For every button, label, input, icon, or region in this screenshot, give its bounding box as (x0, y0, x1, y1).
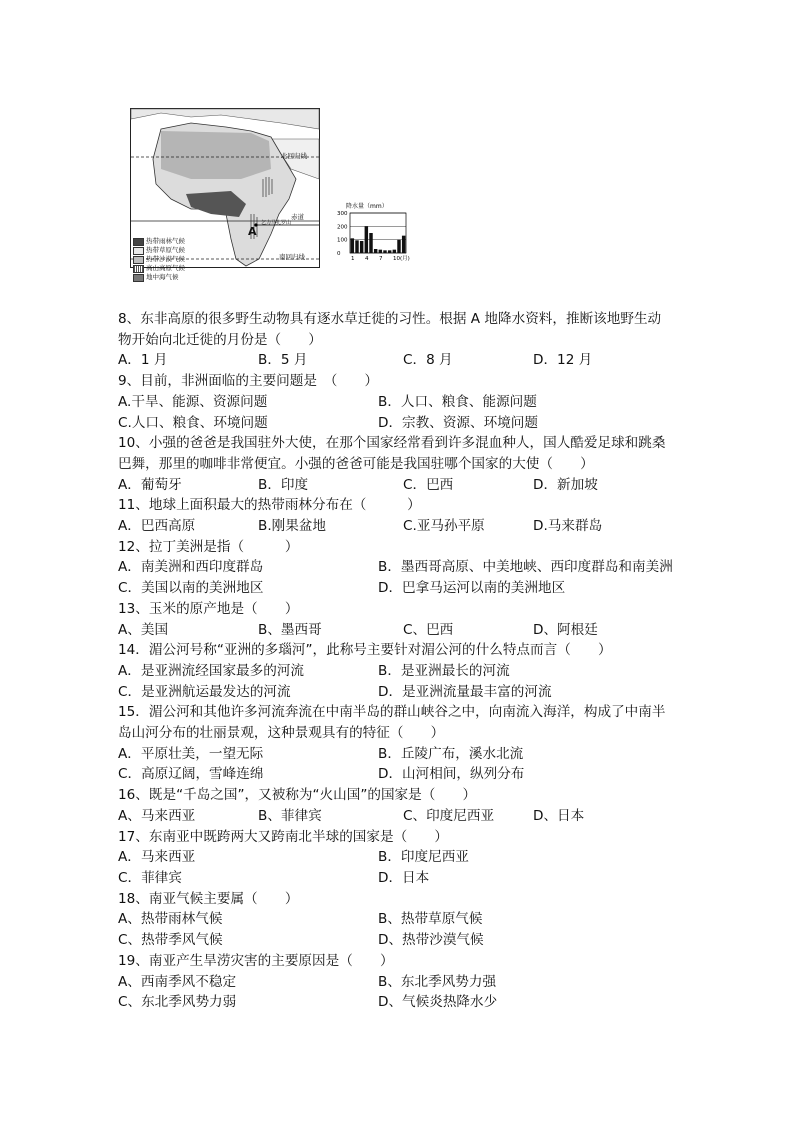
question-stem: 11、地球上面积最大的热带雨林分布在（ ） (118, 497, 421, 514)
answer-option[interactable]: B．人口、粮食、能源问题 (378, 393, 537, 410)
question-q15 (118, 702, 688, 785)
question-q11 (118, 495, 688, 536)
europe-landmass (131, 109, 319, 129)
answer-option[interactable]: B、东北季风势力强 (378, 973, 497, 990)
answer-option[interactable]: A、西南季风不稳定 (118, 973, 237, 990)
x-tick-label: 4 (365, 256, 369, 262)
answer-option[interactable]: C、东北季风势力弱 (118, 994, 237, 1011)
y-tick-label: 100 (337, 237, 348, 244)
legend-item: 地中海气候 (133, 273, 185, 282)
answer-option[interactable]: C、巴西 (403, 621, 454, 638)
legend-swatch (133, 265, 144, 273)
answer-option[interactable]: A．巴西高原 (118, 518, 196, 535)
answer-option[interactable]: B、热带草原气候 (378, 911, 483, 928)
answer-option[interactable]: A．平原壮美，一望无际 (118, 745, 264, 762)
question-stem: 9、目前，非洲面临的主要问题是 （ ） (118, 373, 379, 390)
answer-option[interactable]: A、热带雨林气候 (118, 911, 223, 928)
question-stem: 8、东非高原的很多野生动物具有逐水草迁徙的习性。根据 A 地降水资料，推断该地野生动 (118, 311, 662, 327)
option-row (118, 578, 688, 599)
map-legend (133, 237, 185, 282)
question-q12 (118, 537, 688, 599)
answer-option[interactable]: D．巴拿马运河以南的美洲地区 (378, 580, 566, 597)
question-q8 (118, 309, 688, 371)
question-stem: 巴舞，那里的咖啡非常便宜。小强的爸爸可能是我国驻哪个国家的大使（ ） (118, 455, 594, 472)
legend-swatch (133, 247, 144, 255)
option-row (118, 516, 688, 537)
question-stem: 15．湄公河和其他许多河流奔流在中南半岛的群山峡谷之中，向南流入海洋，构成了中南半 (118, 704, 666, 721)
option-row (118, 557, 688, 578)
precipitation-svg (336, 203, 416, 265)
mountain-label: 乞力马扎罗山 (261, 220, 292, 226)
answer-option[interactable]: A、美国 (118, 621, 169, 638)
answer-option[interactable]: A、马来西亚 (118, 807, 196, 824)
answer-option[interactable]: C．美国以南的美洲地区 (118, 580, 264, 597)
desert-zone (161, 131, 271, 179)
option-row (118, 806, 688, 827)
answer-option[interactable]: B．印度 (258, 476, 309, 493)
y-tick-label: 300 (337, 211, 348, 217)
answer-option[interactable]: C．菲律宾 (118, 869, 182, 886)
answer-option[interactable]: A.干旱、能源、资源问题 (118, 393, 268, 410)
legend-item: 热带沙漠气候 (133, 255, 185, 264)
precip-bar-month-8 (383, 250, 386, 253)
answer-option[interactable]: A．马来西亚 (118, 849, 196, 866)
africa-climate-map (130, 108, 320, 281)
answer-option[interactable]: D．新加坡 (533, 476, 598, 493)
option-row (118, 620, 688, 641)
answer-option[interactable]: B、菲律宾 (258, 807, 322, 824)
precip-bar-month-10 (393, 250, 396, 253)
option-row (118, 661, 688, 682)
legend-item: 高山高原气候 (133, 264, 185, 273)
answer-option[interactable]: D．12 月 (533, 352, 593, 369)
answer-option[interactable]: B.刚果盆地 (258, 518, 327, 535)
precip-bar-month-6 (374, 249, 377, 253)
question-stem: 18、南亚气候主要属（ ） (118, 890, 299, 907)
answer-option[interactable]: B．5 月 (258, 352, 308, 369)
answer-option[interactable]: B．印度尼西亚 (378, 849, 469, 866)
answer-option[interactable]: C．8 月 (403, 352, 453, 369)
x-tick-label: 7 (379, 256, 383, 262)
chart-title: 降水量（mm） (346, 203, 388, 210)
answer-option[interactable]: C．高原辽阔，雪峰连绵 (118, 766, 264, 783)
question-q16 (118, 785, 688, 826)
tropic-south-label: 南回归线 (279, 253, 305, 261)
precip-bar-month-11 (397, 240, 400, 253)
option-row (118, 764, 688, 785)
tropic-north-label: 北回归线 (281, 152, 307, 160)
question-q19 (118, 951, 688, 1013)
precip-bar-month-3 (360, 241, 363, 253)
x-axis-unit: (月) (400, 256, 410, 262)
option-row (118, 868, 688, 889)
question-stem: 19、南亚产生旱涝灾害的主要原因是（ ） (118, 952, 394, 969)
option-row (118, 930, 688, 951)
x-ticks (351, 254, 410, 262)
question-stem: 物开始向北迁徙的月份是（ ） (118, 331, 322, 348)
answer-option[interactable]: A．葡萄牙 (118, 476, 182, 493)
precip-bar-month-9 (388, 250, 391, 253)
answer-option[interactable]: B．是亚洲最长的河流 (378, 662, 510, 679)
option-row (118, 350, 688, 371)
option-row (118, 909, 688, 930)
answer-option[interactable]: B、墨西哥 (258, 621, 322, 638)
option-row (118, 682, 688, 703)
legend-swatch (133, 256, 144, 264)
answer-option[interactable]: D．是亚洲流量最丰富的河流 (378, 683, 552, 700)
question-stem: 17、东南亚中既跨两大又跨南北半球的国家是（ ） (118, 828, 448, 845)
precipitation-chart (336, 203, 416, 265)
question-stem: 14．湄公河号称“亚洲的多瑙河”，此称号主要针对湄公河的什么特点而言（ ） (118, 642, 612, 659)
question-q14 (118, 640, 688, 702)
answer-option[interactable]: D、阿根廷 (533, 621, 598, 638)
question-stem: 13、玉米的原产地是（ ） (118, 600, 299, 617)
option-row (118, 972, 688, 993)
answer-option[interactable]: C．巴西 (403, 476, 454, 493)
answer-option[interactable]: C.人口、粮食、环境问题 (118, 414, 268, 431)
answer-option[interactable]: A．1 月 (118, 352, 168, 369)
y-tick-label: 200 (337, 224, 348, 231)
option-row (118, 413, 688, 434)
option-row (118, 392, 688, 413)
answer-option[interactable]: D、气候炎热降水少 (378, 994, 498, 1011)
question-stem: 16、既是“千岛之国”，又被称为“火山国”的国家是（ ） (118, 787, 477, 804)
answer-option[interactable]: D.马来群岛 (533, 518, 603, 535)
legend-swatch (133, 238, 144, 246)
precip-bar-month-1 (351, 238, 354, 253)
answer-option[interactable]: C、印度尼西亚 (403, 807, 495, 824)
precip-bar-month-2 (355, 240, 358, 253)
precip-bar-month-12 (402, 236, 405, 253)
option-row (118, 847, 688, 868)
answer-option[interactable]: B．墨西哥高原、中美地峡、西印度群岛和南美洲 (378, 559, 673, 576)
legend-swatch (133, 274, 144, 282)
answer-option[interactable]: A．是亚洲流经国家最多的河流 (118, 662, 305, 679)
precip-bar-month-5 (369, 233, 372, 253)
question-q17 (118, 827, 688, 889)
question-stem: 12、拉丁美洲是指（ ） (118, 538, 299, 555)
option-row (118, 475, 688, 496)
question-q10 (118, 433, 688, 495)
legend-item: 热带雨林气候 (133, 237, 185, 246)
option-row (118, 744, 688, 765)
equator-label: 赤道 (291, 213, 304, 221)
question-q13 (118, 599, 688, 640)
y-tick-label: 0 (337, 251, 341, 257)
answer-option[interactable]: D．宗教、资源、环境问题 (378, 414, 538, 431)
x-tick-label: 1 (351, 256, 355, 262)
question-list (118, 309, 688, 1013)
option-row (118, 992, 688, 1013)
answer-option[interactable]: B．丘陵广布，溪水北流 (378, 745, 524, 762)
answer-option[interactable]: C、热带季风气候 (118, 932, 223, 949)
precip-bar-month-4 (365, 226, 368, 253)
answer-option[interactable]: C.亚马孙平原 (403, 518, 485, 535)
question-q9 (118, 371, 688, 433)
answer-option[interactable]: D．日本 (378, 869, 430, 886)
answer-option[interactable]: D、热带沙漠气候 (378, 932, 484, 949)
x-tick-label: 10 (393, 256, 400, 262)
answer-option[interactable]: D．山河相间，纵列分布 (378, 766, 525, 783)
question-stem: 10、小强的爸爸是我国驻外大使，在那个国家经常看到许多混血种人，国人酷爱足球和跳桑 (118, 435, 666, 452)
question-stem: 岛山河分布的壮丽景观，这种景观具有的特征（ ） (118, 725, 445, 742)
question-q18 (118, 889, 688, 951)
answer-option[interactable]: C．是亚洲航运最发达的河流 (118, 683, 291, 700)
answer-option[interactable]: D、日本 (533, 807, 585, 824)
point-a-label: A (248, 225, 257, 238)
precip-bar-month-7 (379, 250, 382, 253)
answer-option[interactable]: A．南美洲和西印度群岛 (118, 559, 264, 576)
legend-item: 热带草原气候 (133, 246, 185, 255)
